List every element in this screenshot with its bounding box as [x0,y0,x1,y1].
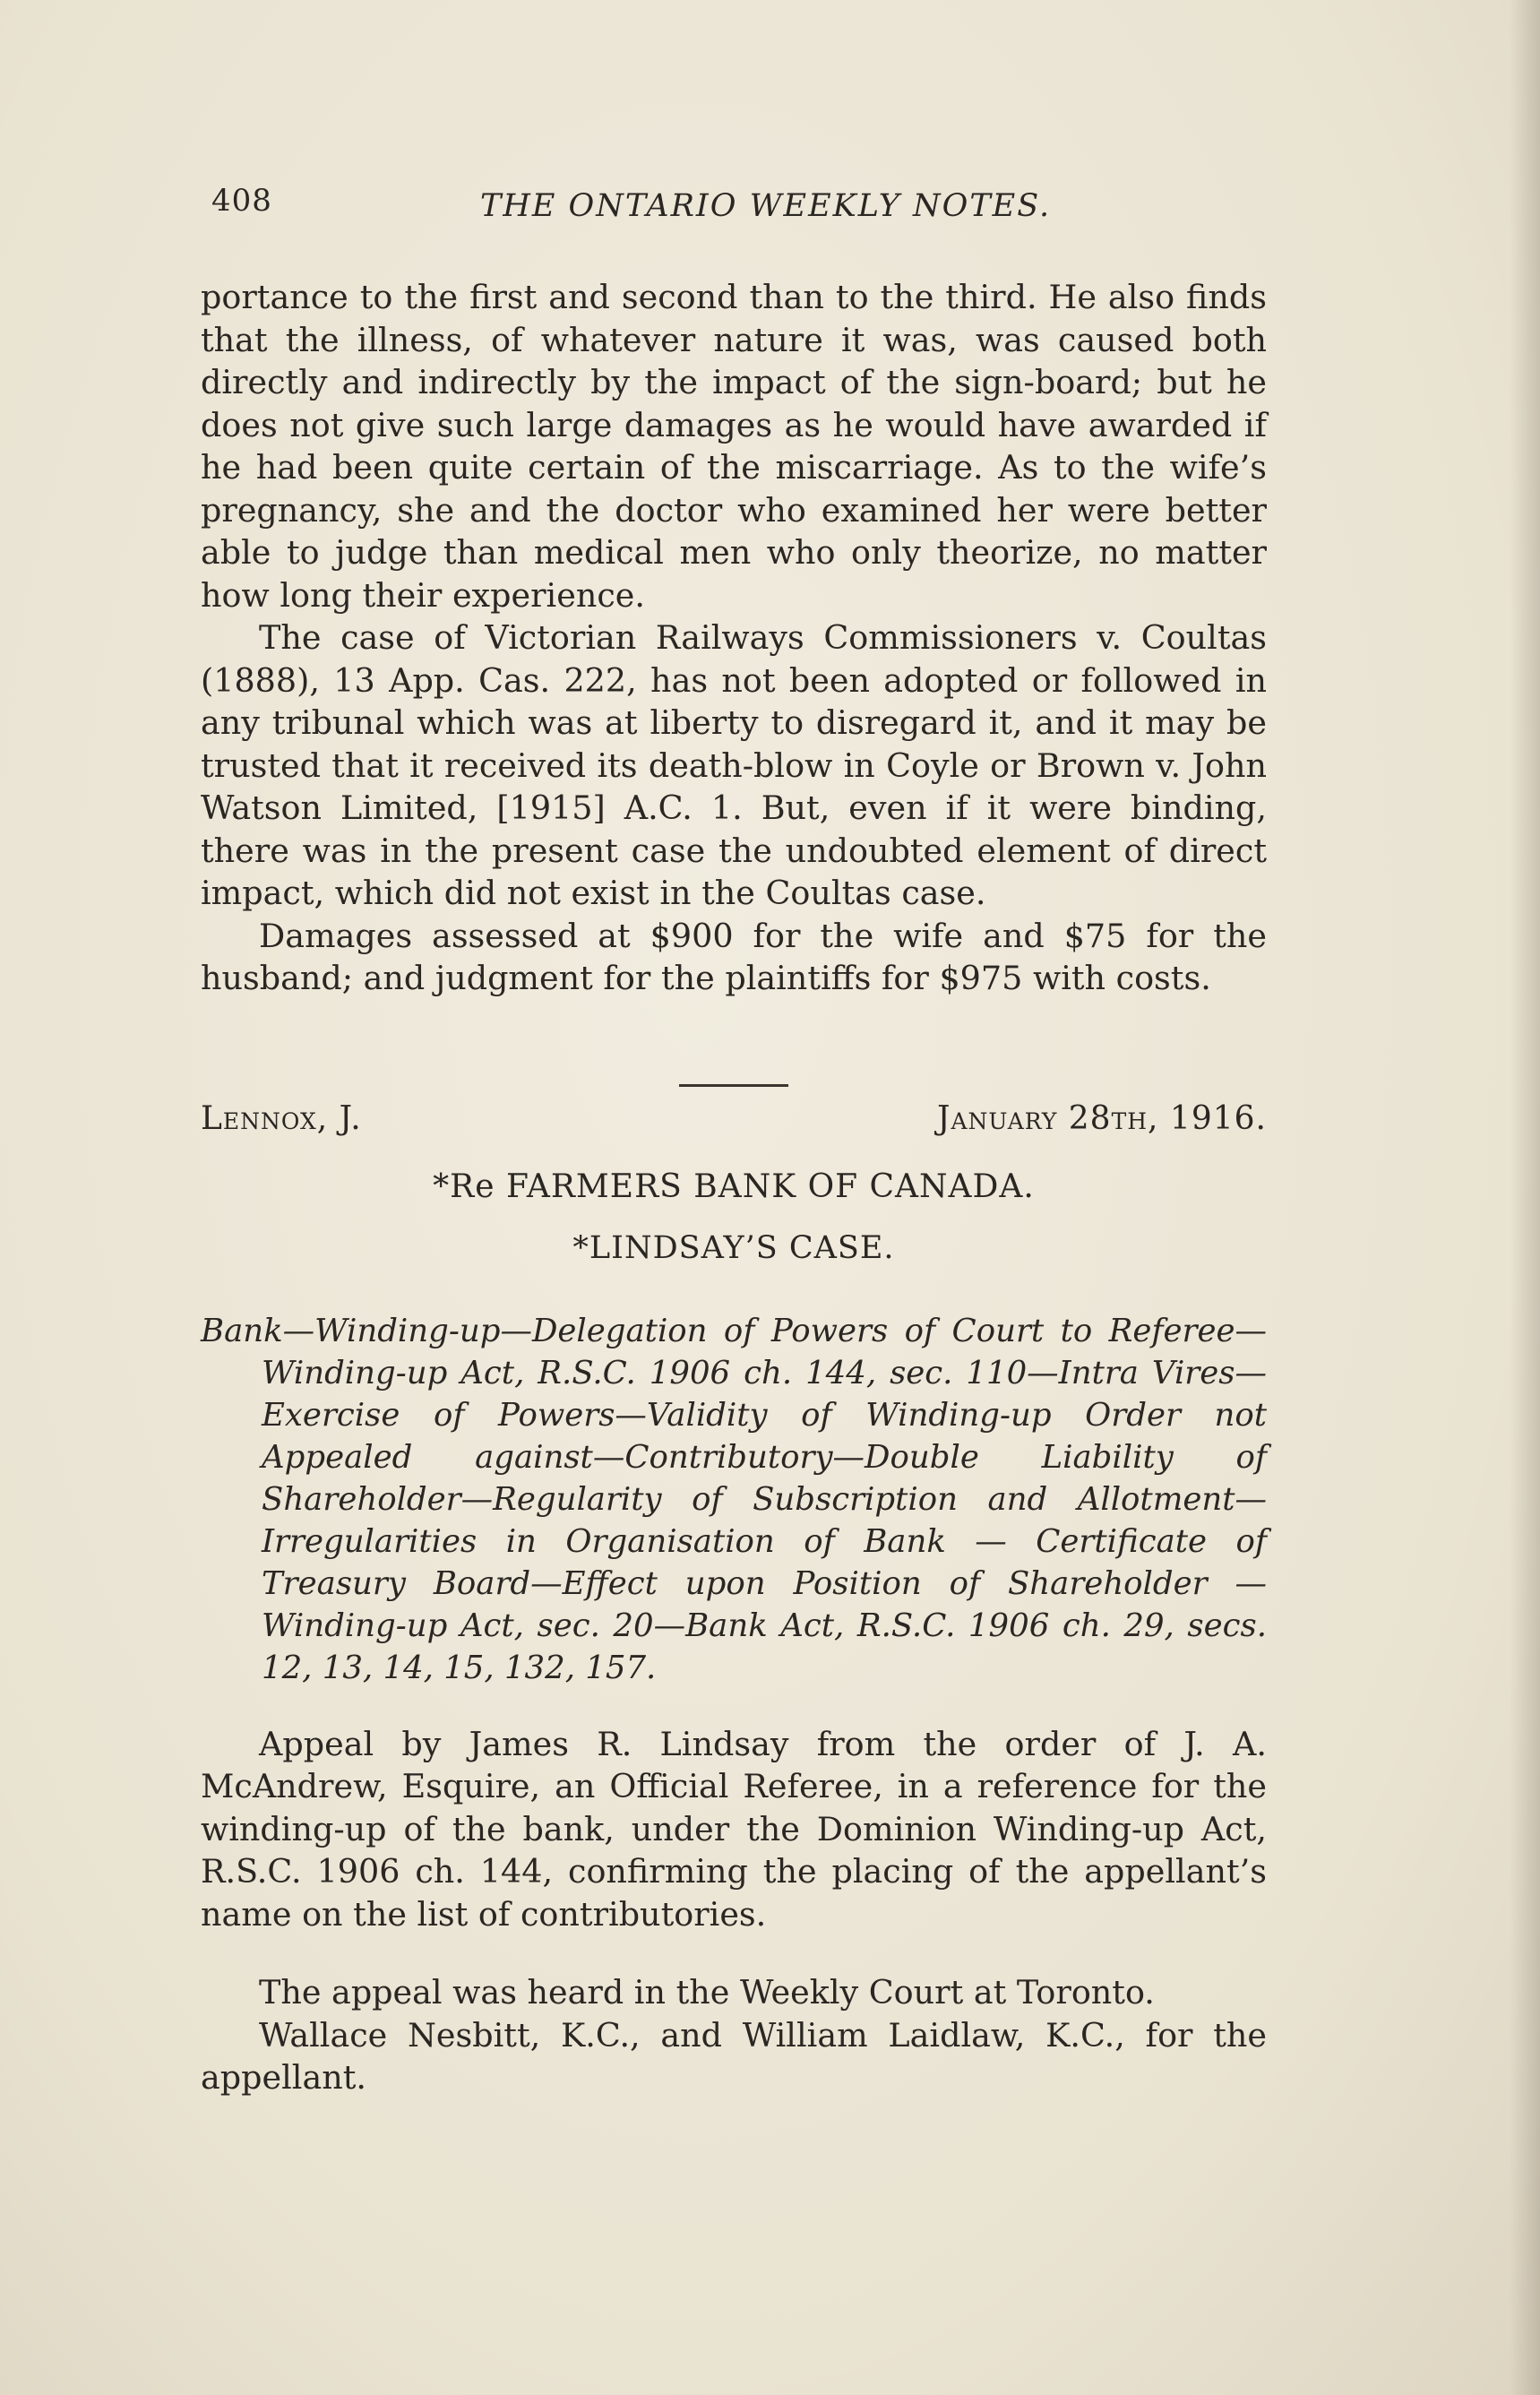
paragraph-continued: portance to the first and second than to the third. He also finds that the illness, of whatever nature it was, was caused both directly and indirectly by the impact of the sign-board; but he does not give such large damages as he would have awarded if he had been quite certain of the miscarriage. As to the wife’s pregnancy, she and the doctor who examined her were better able to judge than medical men who only theorize, no matter how long their experience. [201,278,1267,615]
section-divider [679,1084,788,1087]
headnote-text: Bank—Winding-up—Delegation of Powers of Court to Referee—Winding-up Act, R.S.C. 1906 ch. 144, sec. 110—Intra Vires—Exercise of Powers—Validity of Winding-up Order not Appealed against—Contributory—Double Liability of Shareholder—Regularity of Subscription and Allotment—Irregularities in Organisation of Bank — Certificate of Treasury Board—Effect upon Position of Shareholder — Winding-up Act, sec. 20—Bank Act, R.S.C. 1906 ch. 29, secs. 12, 13, 14, 15, 132, 157. [201,1312,1267,1686]
page-body [201,276,1267,2099]
page-number: 408 [211,183,272,219]
paragraph-appeal: Appeal by James R. Lindsay from the order of J. A. McAndrew, Esquire, an Official Referee, in a reference for the winding-up of the bank, under the Dominion Winding-up Act, R.S.C. 1906 ch. 144, confirming the placing of the appellant’s name on the list of contributories. [201,1724,1267,1934]
running-head: THE ONTARIO WEEKLY NOTES. [480,188,1052,224]
case-subtitle: *LINDSAY’S CASE. [572,1230,895,1266]
case-title: *Re FARMERS BANK OF CANADA. [433,1167,1035,1205]
paragraph-damages: Damages assessed at $900 for the wife and $75 for the husband; and judgment for the plaintiffs for $975 with costs. [201,916,1267,997]
headnote [201,1310,1267,1689]
page-edge-shadow [1510,0,1540,2395]
judge-name: Lennox, J. [201,1099,362,1137]
case-judge-date-line [201,1098,1267,1141]
page-header [211,183,1286,237]
paragraph-coultas-case: The case of Victorian Railways Commissioners v. Coultas (1888), 13 App. Cas. 222, has not been adopted or followed in any tribunal which was at liberty to disregard it, and it may be trusted that it received its death-blow in Coyle or Brown v. John Watson Limited, [1915] A.C. 1. But, even if it were binding, there was in the present case the undoubted element of direct impact, which did not exist in the Coultas case. [201,618,1267,912]
paragraph-counsel: Wallace Nesbitt, K.C., and William Laidlaw, K.C., for the appellant. [201,2015,1267,2097]
paragraph-hearing: The appeal was heard in the Weekly Court at Toronto. [259,1973,1155,2012]
judgment-date: January 28th, 1916. [937,1099,1267,1137]
